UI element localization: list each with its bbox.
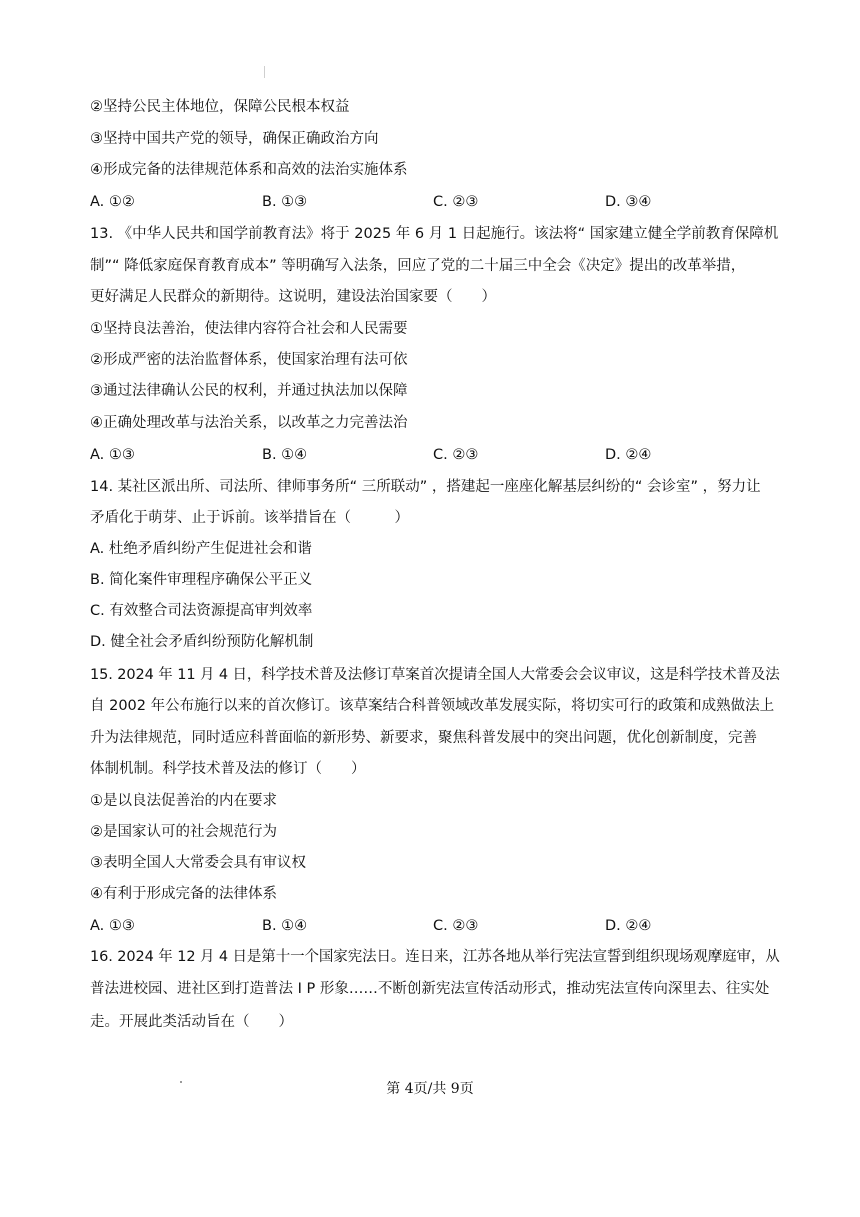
q14-choice-a: A. 杜绝矛盾纠纷产生促进社会和谐 xyxy=(90,541,312,557)
q15-option-c: C. ②③ xyxy=(433,918,479,934)
q14-stem-line-1: 14. 某社区派出所、司法所、律师事务所“ 三所联动” ，搭建起一座座化解基层纠纷的“ 会诊室” ，努力让 xyxy=(90,479,761,495)
q15-option-a: A. ①③ xyxy=(90,918,135,934)
q13-item-1: ①坚持良法善治，使法律内容符合社会和人民需要 xyxy=(90,321,408,337)
q13-item-2: ②形成严密的法治监督体系，使国家治理有法可依 xyxy=(90,352,408,368)
q13-option-a: A. ①③ xyxy=(90,447,135,463)
q14-choice-c: C. 有效整合司法资源提高审判效率 xyxy=(90,603,313,619)
q12-option-d: D. ③④ xyxy=(605,194,652,210)
q13-item-3: ③通过法律确认公民的权利，并通过执法加以保障 xyxy=(90,383,408,399)
q15-option-d: D. ②④ xyxy=(605,918,652,934)
q15-option-b: B. ①④ xyxy=(262,918,308,934)
q13-option-b: B. ①④ xyxy=(262,447,308,463)
q12-item-2: ②坚持公民主体地位，保障公民根本权益 xyxy=(90,99,350,115)
q16-stem-line-2: 普法进校园、进社区到打造普法 I P 形象……不断创新宪法宣传活动形式，推动宪法宣传向深里去、往实处 xyxy=(90,981,770,997)
q15-stem-line-1: 15. 2024 年 11 月 4 日，科学技术普及法修订草案首次提请全国人大常委会会议审议，这是科学技术普及法 xyxy=(90,667,780,683)
q14-choice-d: D. 健全社会矛盾纠纷预防化解机制 xyxy=(90,634,314,650)
q15-item-4: ④有利于形成完备的法律体系 xyxy=(90,886,277,902)
q13-stem-line-1: 13. 《中华人民共和国学前教育法》将于 2025 年 6 月 1 日起施行。该法将“ 国家建立健全学前教育保障机 xyxy=(90,226,779,242)
q14-stem-line-2: 矛盾化于萌芽、止于诉前。该举措旨在（ ） xyxy=(90,510,409,526)
q13-option-d: D. ②④ xyxy=(605,447,652,463)
q12-option-b: B. ①③ xyxy=(262,194,308,210)
q13-stem-line-2: 制”“ 降低家庭保育教育成本” 等明确写入法条，回应了党的二十届三中全会《决定》提出的改革举措， xyxy=(90,258,746,274)
margin-mark xyxy=(264,66,265,78)
q14-choice-b: B. 简化案件审理程序确保公平正义 xyxy=(90,572,313,588)
page-number: 第 4页/共 9页 xyxy=(386,1081,474,1097)
q13-stem-line-3: 更好满足人民群众的新期待。这说明，建设法治国家要（ ） xyxy=(90,289,496,305)
q15-item-1: ①是以良法促善治的内在要求 xyxy=(90,793,277,809)
q12-item-4: ④形成完备的法律规范体系和高效的法治实施体系 xyxy=(90,162,408,178)
q12-option-a: A. ①② xyxy=(90,194,135,210)
q16-stem-line-3: 走。开展此类活动旨在（ ） xyxy=(90,1014,293,1030)
q15-stem-line-3: 升为法律规范，同时适应科普面临的新形势、新要求，聚焦科普发展中的突出问题，优化创新制度，完善 xyxy=(90,730,757,746)
q15-stem-line-2: 自 2002 年公布施行以来的首次修订。该草案结合科普领域改革发展实际，将切实可行的政策和成熟做法上 xyxy=(90,698,775,714)
q12-item-3: ③坚持中国共产党的领导，确保正确政治方向 xyxy=(90,131,379,147)
q15-item-3: ③表明全国人大常委会具有审议权 xyxy=(90,855,306,871)
q12-option-c: C. ②③ xyxy=(433,194,479,210)
q16-stem-line-1: 16. 2024 年 12 月 4 日是第十一个国家宪法日。连日来，江苏各地从举行宪法宣誓到组织现场观摩庭审，从 xyxy=(90,949,780,965)
q15-stem-line-4: 体制机制。科学技术普及法的修订（ ） xyxy=(90,761,366,777)
q15-item-2: ②是国家认可的社会规范行为 xyxy=(90,824,277,840)
q13-option-c: C. ②③ xyxy=(433,447,479,463)
q13-item-4: ④正确处理改革与法治关系，以改革之力完善法治 xyxy=(90,415,408,431)
